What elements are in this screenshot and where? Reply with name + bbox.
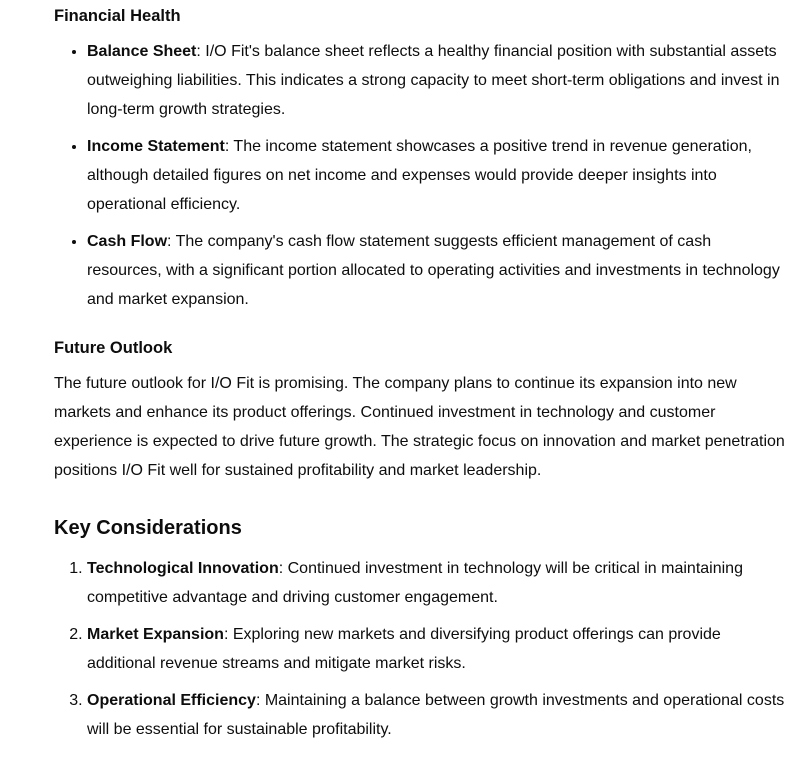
key-considerations-list bbox=[54, 554, 786, 744]
list-item bbox=[87, 37, 786, 124]
operational-efficiency-term: Operational Efficiency bbox=[87, 692, 256, 709]
balance-sheet-text: : I/O Fit's balance sheet reflects a healthy financial position with substantial assets outweighing liabilities. This indicates a strong capacity to meet short-term obligations and invest in long-term growth strategies. bbox=[87, 43, 780, 118]
cash-flow-text: : The company's cash flow statement suggests efficient management of cash resources, with a significant portion allocated to operating activities and investments in technology and market expansion. bbox=[87, 233, 780, 308]
key-considerations-heading: Key Considerations bbox=[54, 517, 242, 539]
balance-sheet-term: Balance Sheet bbox=[87, 43, 197, 60]
technological-innovation-text: : Continued investment in technology will be critical in maintaining competitive advantage and driving customer engagement. bbox=[87, 560, 743, 606]
income-statement-term: Income Statement bbox=[87, 138, 225, 155]
document-body bbox=[0, 4, 800, 744]
operational-efficiency-text: : Maintaining a balance between growth investments and operational costs will be essential for sustainable profitability. bbox=[87, 692, 785, 738]
financial-health-heading: Financial Health bbox=[54, 7, 181, 25]
list-item bbox=[87, 620, 786, 678]
market-expansion-term: Market Expansion bbox=[87, 626, 224, 643]
market-expansion-text: : Exploring new markets and diversifying product offerings can provide additional revenue streams and mitigate market risks. bbox=[87, 626, 721, 672]
list-item bbox=[87, 132, 786, 219]
future-outlook-paragraph: The future outlook for I/O Fit is promising. The company plans to continue its expansion into new markets and enhance its product offerings. Continued investment in technology and customer experience is expected to drive future growth. The strategic focus on innovation and market penetration positions I/O Fit well for sustained profitability and market leadership. bbox=[54, 375, 785, 479]
financial-health-list bbox=[54, 37, 786, 314]
technological-innovation-term: Technological Innovation bbox=[87, 560, 279, 577]
income-statement-text: : The income statement showcases a positive trend in revenue generation, although detailed figures on net income and expenses would provide deeper insights into operational efficiency. bbox=[87, 138, 752, 213]
cash-flow-term: Cash Flow bbox=[87, 233, 168, 250]
future-outlook-heading: Future Outlook bbox=[54, 339, 173, 357]
list-item bbox=[87, 686, 786, 744]
list-item bbox=[87, 227, 786, 314]
list-item bbox=[87, 554, 786, 612]
